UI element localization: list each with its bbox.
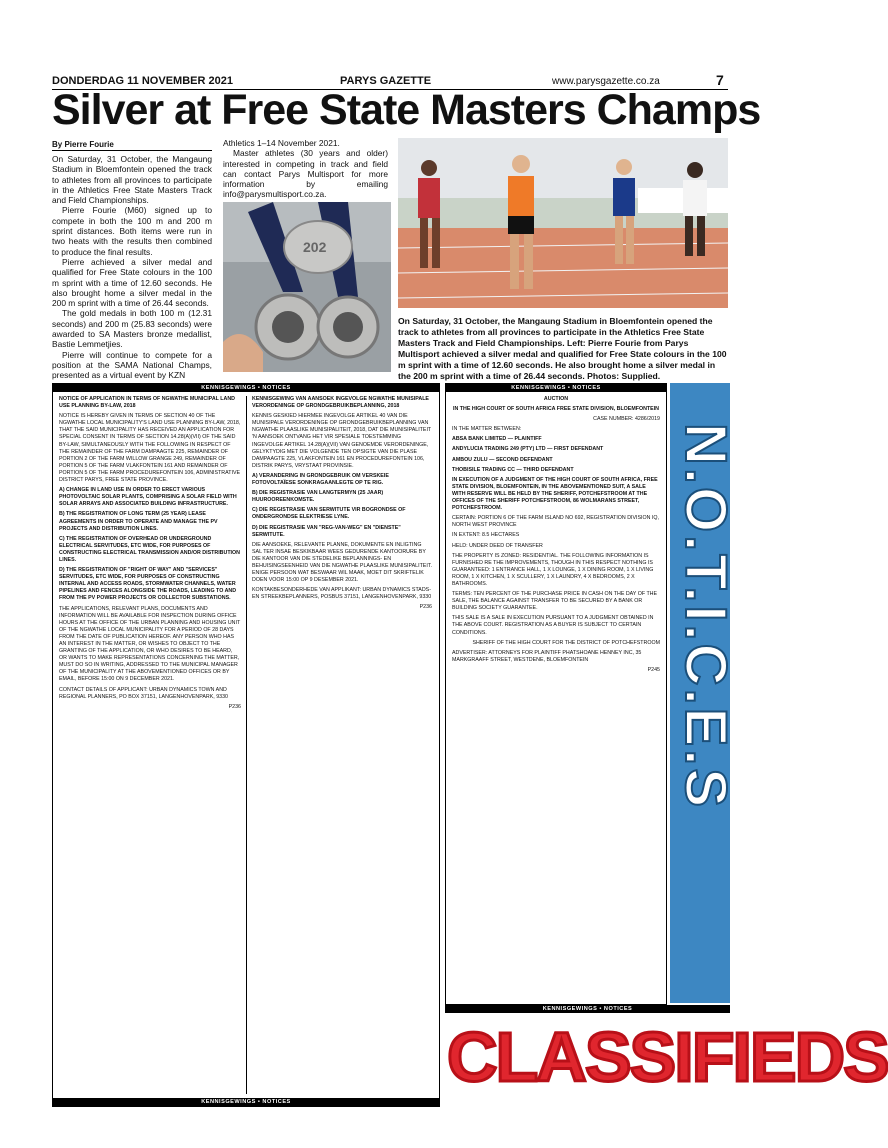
auction-terms: TERMS: TEN PERCENT OF THE PURCHASE PRICE IN CASH ON THE DAY OF THE SALE, THE BALANCE AGAINST TRANSFER TO BE SECURED BY A BANK OR BUILDING SOCIETY GUARANTEE.: [452, 591, 658, 612]
sprint-photo: [398, 138, 728, 308]
auction-held: HELD: UNDER DEED OF TRANSFER: [452, 542, 543, 549]
auction-party: ANDYLUCIA TRADING 249 (PTY) LTD — FIRST DEFENDANT: [452, 446, 604, 453]
auction-court: IN THE HIGH COURT OF SOUTH AFRICA FREE STATE DIVISION, BLOEMFONTEIN: [453, 406, 659, 413]
notice-item: A) VERANDERING IN GRONDGEBRUIK OM VERSKEIE FOTOVOLTAÏESE SONKRAGAANLEGTE OP TE RIG.: [252, 472, 389, 487]
auction-extent: IN EXTENT: 8.5 HECTARES: [452, 532, 520, 539]
auction-ref: P245: [647, 666, 660, 673]
notice-afrikaans: [252, 396, 432, 615]
auction-party: ABSA BANK LIMITED — PLAINTIFF: [452, 436, 542, 443]
auction-conditions: THIS SALE IS A SALE IN EXECUTION PURSUANT TO A JUDGMENT OBTAINED IN THE ABOVE COURT. REGISTRATION AS A BUYER IS SUBJECT TO CERTAIN CONDITIONS.: [452, 615, 654, 636]
para: Pierre Fourie (M60) signed up to compete in both the 100 m and 200 m sprint distances. Both items were run in two heats with the results then combined to produce the final results.: [52, 205, 212, 257]
auction-between: IN THE MATTER BETWEEN:: [452, 426, 522, 433]
auction-attorneys: ADVERTISER: ATTORNEYS FOR PLAINTIFF PHATSHOANE HENNEY INC, 35 MARKGRAAFF STREET, WESTDENE, BLOEMFONTEIN: [452, 649, 642, 663]
notice-body: KENNIS GESKIED HIERMEE INGEVOLGE ARTIKEL 40 VAN DIE MUNISIPALE VERORDENINGE OP GRONDGEBRUIKBEPLANNING VAN NGWATHE PLAASLIKE MUNISIPALITEIT, 2018, DAT DIE MUNISIPALITEIT 'N AANSOEK ONTVANG HET VIR SPESIALE TOESTEMMING INGEVOLGE ARTIKEL 14.28(A)(VII) VAN GENOEMDE VERORDENINGE, GELYKTYDIG MET DIE VOLGENDE TEN OPSIGTE VAN DIE PLASE DAMPAAGTE 225, VLAKFONTEIN 161 EN PROCEDUREFONTEIN 106, DISTRIK PARYS, VRYSTAAT PROVINSIE.: [252, 413, 432, 469]
auction-sheriff: SHERIFF OF THE HIGH COURT FOR THE DISTRICT OF POTCHEFSTROOM: [472, 639, 660, 646]
notice-english: [59, 396, 241, 714]
headline: Silver at Free State Masters Champs: [52, 86, 761, 134]
notice-item: B) THE REGISTRATION OF LONG TERM (25 YEAR) LEASE AGREEMENTS IN ORDER TO OPERATE AND MANAGE THE PV PROJECTS AND DISTRIBUTION LINES.: [59, 511, 218, 532]
column-divider: [246, 396, 247, 1094]
page-number: 7: [716, 72, 724, 88]
auction-label: AUCTION: [543, 396, 569, 402]
notice-title: KENNISGEWING VAN AANSOEK INGEVOLGE NGWATHE MUNISIPALE VERORDENINGE OP GRONDGEBRUIKBEPLANNING, 2018: [252, 396, 429, 410]
para: Pierre achieved a silver medal and qualified for Free State colours in the 100 m sprint with a time of 12.60 seconds. He also brought home a silver medal in the 200 m sprint with a time of 26.44 seconds.: [52, 256, 212, 309]
notice-item: D) THE REGISTRATION OF "RIGHT OF WAY" AND "SERVICES" SERVITUDES, ETC WIDE, FOR PURPOSES OF CONSTRUCTING INTERNAL AND ACCESS ROADS, STORMWATER CHANNELS, WATER PIPELINES AND FENCES ALONGSIDE THE ROADS, LEADING TO AND FROM THE PV POWER PROJECTS OR COLLECTOR SUBSTATIONS.: [59, 567, 237, 602]
para: Master athletes (30 years and older) interested in competing in track and field can contact Parys Multisport for more information by emailing info@parysmultisport.co.za.: [223, 148, 388, 200]
notice-title: NOTICE OF APPLICATION IN TERMS OF NGWATHE MUNICIPAL LAND USE PLANNING BY-LAW, 2018: [59, 396, 235, 410]
bottom-notices-strip: KENNISGEWINGS • NOTICES: [445, 1005, 730, 1013]
notices-box-left: [52, 383, 440, 1107]
notices-strip-bottom: KENNISGEWINGS • NOTICES: [53, 1098, 439, 1106]
article-col1: [52, 154, 212, 381]
para: On Saturday, 31 October, the Mangaung Stadium in Bloemfontein opened the track to athletes from all provinces to participate in the Athletics Free State Masters Track and Field Championships.: [52, 154, 212, 206]
notices-strip: KENNISGEWINGS • NOTICES: [53, 384, 439, 392]
notice-body: NOTICE IS HEREBY GIVEN IN TERMS OF SECTION 40 OF THE NGWATHE LOCAL MUNICIPALITY'S LAND USE PLANNING BY-LAW, 2018, THAT THE SAID MUNICIPALITY HAS RECEIVED AN APPLICATION FOR SPECIAL CONSENT IN TERMS OF SECTION 14.28(A)(VII) OF THE SAID BY-LAW, SIMULTANEOUSLY WITH THE FOLLOWING IN RESPECT OF THE REMAINDER OF THE FARM DAMPAAGTE 225, REMAINDER OF PORTION 2 OF THE FARM WILLOW GRANGE 249, REMAINDER OF PORTION 5 OF THE FARM VLAKFONTEIN 161 AND REMAINDER OF PORTION 5 OF THE FARM PROCEDUREFONTEIN 106, ADMINISTRATIVE DISTRICT PARYS, FREE STATE PROVINCE.: [59, 413, 241, 484]
auction-party: AMBOU ZULU — SECOND DEFENDANT: [452, 456, 553, 463]
article-col2: [223, 138, 388, 200]
auction-certain: CERTAIN: PORTION 6 OF THE FARM ISLAND NO 692, REGISTRATION DIVISION IQ, NORTH WEST PROVINCE: [452, 515, 660, 529]
notice-ref: P236: [228, 703, 241, 710]
notices-sidebar: [670, 383, 738, 1003]
byline: By Pierre Fourie: [52, 140, 114, 149]
byline-rule: [52, 150, 212, 151]
photo-caption: On Saturday, 31 October, the Mangaung Stadium in Bloemfontein opened the track to athletes from all provinces to participate in the Athletics Free State Masters Track and Field Championships. Left: Pierre Fourie from Parys Multisport achieved a silver medal and qualified for Free State colours in the 100 m sprint with a time of 12.60 seconds. He also brought home a silver medal in the 200 m sprint with a time of 26.44 seconds. Photos: Supplied.: [398, 316, 727, 381]
auction-description: THE PROPERTY IS ZONED: RESIDENTIAL. THE FOLLOWING INFORMATION IS FURNISHED RE THE IMPROVEMENTS, THOUGH IN THIS RESPECT NOTHING IS GUARANTEED: 1 ENTRANCE HALL, 1 X LOUNGE, 1 X DINING ROOM, 1 X LIVING ROOM, 1 X KITCHEN, 1 X SCULLERY, 1 X LAUNDRY, 4 X BEDROOMS, 2 X BATHROOMS.: [452, 552, 654, 587]
classifieds-banner: CLASSIFIEDS: [447, 1018, 888, 1096]
notice-item: C) THE REGISTRATION OF OVERHEAD OR UNDERGROUND ELECTRICAL SERVITUDES, ETC WIDE, FOR PURPOSES OF CONSTRUCTING ELECTRICAL TRANSMISSION AND/OR DISTRIBUTION LINES.: [59, 535, 240, 563]
auction-box: [445, 383, 667, 1005]
para: Athletics 1–14 November 2021.: [223, 138, 340, 148]
notice-ref: P236: [419, 604, 432, 611]
notice-footer: CONTACT DETAILS OF APPLICANT: URBAN DYNAMICS TOWN AND REGIONAL PLANNERS, PO BOX 37151, LANGENHOVENPARK, 9330: [59, 686, 228, 700]
sprint-image: [398, 138, 728, 308]
notice-item: B) DIE REGISTRASIE VAN LANGTERMYN (25 JAAR) HUUROOREENKOMSTE.: [252, 490, 384, 504]
issue-date: DONDERDAG 11 NOVEMBER 2021: [52, 75, 233, 87]
auction-body: IN EXECUTION OF A JUDGMENT OF THE HIGH COURT OF SOUTH AFRICA, FREE STATE DIVISION, BLOEMFONTEIN, IN THE ABOVEMENTIONED SUIT, A SALE WITH RESERVE WILL BE HELD BY THE SHERIFF, POTCHEFSTROOM AT THE OFFICES OF THE SHERIFF POTCHEFSTROOM, 86 WOLMARANS STREET, POTCHEFSTROOM.: [452, 476, 658, 512]
notices-strip: KENNISGEWINGS • NOTICES: [446, 384, 666, 392]
notice-tail: DIE AANSOEKE, RELEVANTE PLANNE, DOKUMENTE EN INLIGTING SAL TER INSAE BESKIKBAAR WEES GEDURENDE KANTOORURE BY DIE KANTOOR VAN DIE STEDELIKE BEPLANNINGS- EN BEHUISINGSEENHEID VAN DIE NGWATHE PLAASLIKE MUNISIPALITEIT. ENIGE PERSOON WAT BESWAAR WIL MAAK, MOET DIT SKRIFTELIK DOEN VOOR 15:00 OP 9 DESEMBER 2021.: [252, 541, 432, 584]
auction-case: CASE NUMBER: 4286/2019: [593, 416, 660, 423]
para: Pierre will continue to compete for a position at the SAMA National Champs, presented as a virtual event by KZN: [52, 349, 212, 381]
paper-name: PARYS GAZETTE: [340, 75, 432, 87]
svg-text:202: 202: [303, 239, 327, 255]
notice-item: C) DIE REGISTRASIE VAN SERWITUTE VIR BOGRONDSE OF ONDERGRONDSE ELEKTRIESE LYNE.: [252, 507, 406, 521]
notice-footer: KONTAKBESONDERHEDE VAN APPLIKANT: URBAN DYNAMICS STADS- EN STREEKBEPLANNERS, POSBUS 37151, LANGENHOVENPARK, 9330: [252, 587, 432, 601]
auction-notice: [452, 396, 660, 677]
para: The gold medals in both 100 m (12.31 seconds) and 200 m (25.83 seconds) were awarded to SA Masters bronze medallist, Bastie Lemmetjies.: [52, 308, 212, 350]
website-link[interactable]: www.parysgazette.co.za: [552, 76, 660, 87]
notice-tail: THE APPLICATIONS, RELEVANT PLANS, DOCUMENTS AND INFORMATION WILL BE AVAILABLE FOR INSPECTION DURING OFFICE HOURS AT THE OFFICE OF THE URBAN PLANNING AND HOUSING UNIT OF THE NGWATHE LOCAL MUNICIPALITY FOR A PERIOD OF 28 DAYS FROM THE DATE OF PUBLICATION HEREOF. ANY PERSON WHO HAS AN INTEREST IN THE MATTER, OR WISHES TO OBJECT TO THE GRANTING OF THE APPLICATION, OR WHO DESIRES TO BE HEARD, OR WANTS TO MAKE REPRESENTATIONS CONCERNING THE MATTER, MUST DO SO IN WRITING, ADDRESSED TO THE MUNICIPAL MANAGER OF THE MUNICIPALITY AT THE ABOVEMENTIONED OFFICES OR BY EMAIL, BEFORE 15:00 ON 9 DECEMBER 2021.: [59, 605, 241, 683]
medals-image: [223, 202, 391, 372]
notices-sidebar-label: N.O.T.I.C.E.S: [673, 423, 738, 811]
notice-item: D) DIE REGISTRASIE VAN "REG-VAN-WEG" EN "DIENSTE" SERWITUTE.: [252, 524, 401, 538]
notice-item: A) CHANGE IN LAND USE IN ORDER TO ERECT VARIOUS PHOTOVOLTAIC SOLAR PLANTS, COMPRISING A SOLAR FIELD WITH SOLAR ARRAYS AND ASSOCIATED BUILDING INFRASTRUCTURE.: [59, 487, 237, 508]
auction-party: THOBISILE TRADING CC — THIRD DEFENDANT: [452, 466, 574, 473]
medals-photo: [223, 202, 391, 372]
